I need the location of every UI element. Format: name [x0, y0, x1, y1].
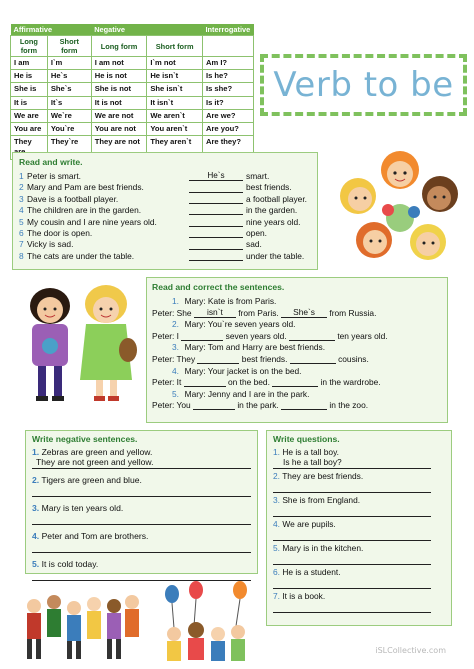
peter-middle: in the park.: [237, 400, 279, 411]
table-row: [11, 109, 254, 122]
item-number: 1.: [32, 447, 40, 457]
child-face-2: [340, 178, 376, 214]
exercise-heading: Read and write.: [19, 157, 83, 167]
mary-sentence: Mary: Tom and Harry are best friends.: [184, 342, 326, 353]
read-and-write-exercise: [12, 152, 318, 270]
item-number: 3.: [32, 503, 40, 513]
exercise-item: [273, 543, 445, 565]
answer-blank[interactable]: [289, 331, 335, 341]
item-number: 5.: [32, 559, 40, 569]
mary-sentence: Mary: You`re seven years old.: [184, 319, 296, 330]
peter-line: [152, 354, 442, 366]
peter-start: Peter: It: [152, 377, 182, 388]
item-number: 1.: [172, 296, 179, 306]
table-cell: She is not: [91, 83, 147, 96]
answer-blank[interactable]: [189, 228, 243, 238]
girl-blonde-hair: [80, 285, 137, 401]
header-interrogative: Interrogative: [202, 24, 253, 36]
peter-middle: seven years old.: [225, 330, 287, 341]
exercise-item: [32, 475, 251, 497]
answer-blank[interactable]: She`s: [281, 308, 327, 318]
item-ending: sad.: [246, 239, 262, 250]
item-number: 7: [19, 239, 24, 250]
answer-blank[interactable]: [281, 400, 327, 410]
answer-blank[interactable]: [189, 251, 243, 261]
exercise-heading: Write questions.: [273, 434, 340, 444]
exercise-item: [19, 251, 311, 262]
item-prompt: [273, 495, 445, 505]
item-sentence: We are pupils.: [282, 519, 336, 529]
exercise-item: [32, 503, 251, 525]
peter-start: Peter: You: [152, 400, 191, 411]
table-cell: I`m: [47, 57, 91, 70]
table-cell: He is not: [91, 70, 147, 83]
item-number: 2: [19, 182, 24, 193]
peter-middle: best friends.: [241, 353, 288, 364]
item-sentence: Peter is smart.: [27, 171, 81, 181]
item-number: 1: [19, 171, 24, 181]
item-ending: best friends.: [246, 182, 292, 193]
exercise-item: [273, 471, 445, 493]
answer-line[interactable]: [273, 601, 431, 613]
subheader-short-form: Short form: [147, 36, 203, 57]
peter-end: in the zoo.: [329, 400, 369, 411]
item-sentence: Dave is a football player.: [27, 193, 119, 204]
table-cell: They`re: [47, 136, 91, 159]
mary-line: [152, 366, 442, 378]
peter-start: Peter: They: [152, 353, 196, 364]
exercise-item: [273, 519, 445, 541]
table-row: [11, 123, 254, 136]
table-cell: Is she?: [202, 83, 253, 96]
mary-sentence: Mary: Jenny and I are in the park.: [184, 388, 310, 399]
peter-line: [152, 308, 442, 320]
answer-blank[interactable]: isn`t: [194, 308, 236, 318]
answer-line[interactable]: [273, 529, 431, 541]
exercise-item: [19, 182, 311, 193]
item-number: 8: [19, 250, 24, 261]
item-number: 4.: [273, 519, 280, 529]
peter-end: in the wardrobe.: [320, 377, 381, 388]
item-sentence: He is a student.: [282, 567, 341, 577]
subheader-short-form: Short form: [47, 36, 91, 57]
exercise-item: [19, 205, 311, 216]
read-and-correct-exercise: [146, 277, 448, 423]
table-cell: We`re: [47, 109, 91, 122]
item-number: 2.: [172, 319, 179, 330]
answer-blank[interactable]: He`s: [189, 171, 243, 181]
negative-sentences-exercise: [25, 430, 258, 574]
kids-with-balloons: [167, 622, 245, 661]
answer-line[interactable]: Is he a tall boy?: [273, 457, 431, 469]
exercise-item: [19, 194, 311, 205]
table-row: [11, 83, 254, 96]
peter-end: from Russia.: [329, 307, 377, 318]
item-number: 6.: [273, 567, 280, 577]
item-sentence: Mary is ten years old.: [41, 503, 124, 513]
peter-end: ten years old.: [337, 330, 388, 341]
table-cell: You`re: [47, 123, 91, 136]
peter-line: [152, 331, 442, 343]
table-cell: Is he?: [202, 70, 253, 83]
item-number: 4.: [172, 365, 179, 376]
exercise-item: [19, 171, 311, 182]
subheader-blank: [202, 36, 253, 57]
table-cell: She`s: [47, 83, 91, 96]
peter-line: [152, 400, 442, 412]
table-cell: She is: [11, 83, 48, 96]
table-cell: It`s: [47, 96, 91, 109]
girls-illustration: [10, 284, 142, 408]
item-prompt: [32, 475, 251, 485]
answer-line[interactable]: [32, 485, 251, 497]
item-number: 7.: [273, 591, 280, 601]
item-number: 5.: [172, 388, 179, 399]
item-number: 3.: [172, 342, 179, 353]
balloons: [165, 581, 247, 628]
answer-line[interactable]: [32, 541, 251, 553]
children-balloons-illustration: [20, 576, 256, 666]
item-ending: in the garden.: [246, 205, 298, 216]
item-prompt: [32, 447, 251, 457]
table-row: [11, 70, 254, 83]
item-prompt: [273, 519, 445, 529]
item-number: 2.: [273, 471, 280, 481]
mary-line: [152, 296, 442, 308]
exercise-item: [19, 228, 311, 239]
item-ending: smart.: [246, 171, 270, 181]
exercise-item: [32, 531, 251, 553]
table-row: [11, 96, 254, 109]
write-questions-exercise: [266, 430, 452, 626]
mary-line: [152, 389, 442, 401]
table-cell: It is not: [91, 96, 147, 109]
item-sentence: The cats are under the table.: [27, 250, 135, 261]
answer-line[interactable]: [32, 513, 251, 525]
exercise-item: [273, 591, 445, 613]
table-cell: It is: [11, 96, 48, 109]
child-face-1: [381, 151, 419, 189]
answer-blank[interactable]: [290, 354, 336, 364]
exercise-item: [19, 217, 311, 228]
item-prompt: [273, 567, 445, 577]
item-number: 3: [19, 193, 24, 204]
answer-blank[interactable]: [189, 194, 243, 204]
item-sentence: Peter and Tom are brothers.: [41, 531, 149, 541]
item-ending: a football player.: [246, 193, 307, 204]
table-cell: You are: [11, 123, 48, 136]
girl-dark-hair: [30, 288, 70, 401]
table-cell: He is: [11, 70, 48, 83]
item-sentence: It is cold today.: [41, 559, 99, 569]
table-cell: She isn`t: [147, 83, 203, 96]
peter-start: Peter: I: [152, 330, 179, 341]
answer-blank[interactable]: [272, 377, 318, 387]
item-sentence: They are best friends.: [282, 471, 364, 481]
table-cell: They: [11, 136, 48, 159]
answer-blank[interactable]: [189, 217, 243, 227]
exercise-item: [273, 447, 445, 469]
table-cell: They are not: [91, 136, 147, 159]
item-sentence: My cousin and I are nine years old.: [27, 216, 157, 227]
table-cell: Am I?: [202, 57, 253, 70]
exercise-heading: Read and correct the sentences.: [152, 282, 285, 292]
table-cell: Is it?: [202, 96, 253, 109]
table-cell: You aren`t: [147, 123, 203, 136]
item-prompt: [32, 503, 251, 513]
answer-blank[interactable]: [193, 400, 235, 410]
answer-line[interactable]: They are not green and yellow.: [32, 457, 251, 469]
item-number: 1.: [273, 447, 280, 457]
page-title: Verb to be: [273, 65, 454, 105]
item-sentence: Mary is in the kitchen.: [282, 543, 364, 553]
conjugation-table: [10, 24, 254, 160]
item-prompt: [32, 559, 251, 569]
item-sentence: Vicky is sad.: [27, 239, 74, 250]
item-ending: open.: [246, 228, 267, 239]
item-sentence: It is a book.: [282, 591, 326, 601]
header-negative: Negative: [91, 24, 202, 36]
table-cell: They aren`t: [147, 136, 203, 159]
child-face-3: [422, 176, 458, 212]
table-cell: He`s: [47, 70, 91, 83]
table-cell: You are not: [91, 123, 147, 136]
exercise-item: [32, 447, 251, 469]
children-circle-illustration: [328, 148, 474, 272]
item-ending: under the table.: [246, 250, 305, 261]
exercise-item: [273, 495, 445, 517]
item-sentence: He is a tall boy.: [282, 447, 339, 457]
answer-line[interactable]: [273, 577, 431, 589]
table-cell: Are you?: [202, 123, 253, 136]
answer-blank[interactable]: [184, 377, 226, 387]
item-number: 4.: [32, 531, 40, 541]
item-prompt: [273, 471, 445, 481]
item-number: 2.: [32, 475, 40, 485]
item-prompt: [32, 531, 251, 541]
child-face-5: [410, 224, 446, 260]
mary-sentence: Mary: Kate is from Paris.: [184, 296, 277, 306]
table-cell: I am not: [91, 57, 147, 70]
answer-blank[interactable]: [189, 205, 243, 215]
answer-blank[interactable]: [189, 239, 243, 249]
item-prompt: [273, 591, 445, 601]
table-cell: It isn`t: [147, 96, 203, 109]
item-number: 4: [19, 205, 24, 216]
item-prompt: [273, 447, 445, 457]
mary-sentence: Mary: Your jacket is on the bed.: [184, 365, 302, 376]
item-ending: nine years old.: [246, 216, 301, 227]
item-sentence: The children are in the garden.: [27, 205, 142, 216]
table-cell: We are: [11, 109, 48, 122]
item-sentence: Mary and Pam are best friends.: [27, 182, 144, 193]
watermark: iSLCollective.com: [375, 646, 446, 655]
exercise-item: [273, 567, 445, 589]
item-sentence: Zebras are green and yellow.: [41, 447, 153, 457]
table-cell: We aren`t: [147, 109, 203, 122]
item-sentence: She is from England.: [282, 495, 361, 505]
table-cell: He isn`t: [147, 70, 203, 83]
header-affirmative: Affirmative: [11, 24, 92, 36]
item-number: 6: [19, 228, 24, 239]
peter-middle: from Paris.: [238, 307, 279, 318]
item-number: 5.: [273, 543, 280, 553]
item-sentence: Tigers are green and blue.: [41, 475, 142, 485]
subheader-long-form: Long form: [91, 36, 147, 57]
peter-line: [152, 377, 442, 389]
peter-end: cousins.: [338, 353, 369, 364]
table-cell: I`m not: [147, 57, 203, 70]
mary-line: [152, 342, 442, 354]
answer-blank[interactable]: [189, 182, 243, 192]
item-sentence: The door is open.: [27, 228, 93, 239]
subheader-long-form: Long form: [11, 36, 48, 57]
title-frame: [260, 54, 467, 116]
table-row: [11, 57, 254, 70]
exercise-heading: Write negative sentences.: [32, 434, 138, 444]
answer-blank[interactable]: [197, 354, 239, 364]
answer-line[interactable]: [273, 505, 431, 517]
peter-middle: on the bed.: [227, 377, 270, 388]
table-cell: Are they?: [202, 136, 253, 159]
peter-start: Peter: She: [152, 307, 192, 318]
mary-line: [152, 319, 442, 331]
table-cell: I am: [11, 57, 48, 70]
item-number: 3.: [273, 495, 280, 505]
answer-line[interactable]: [273, 481, 431, 493]
answer-blank[interactable]: [181, 331, 223, 341]
exercise-item: [19, 239, 311, 250]
child-face-4: [356, 222, 392, 258]
table-cell: We are not: [91, 109, 147, 122]
answer-line[interactable]: [273, 553, 431, 565]
table-cell: Are we?: [202, 109, 253, 122]
item-number: 5: [19, 216, 24, 227]
group-of-kids: [27, 595, 139, 659]
item-prompt: [273, 543, 445, 553]
